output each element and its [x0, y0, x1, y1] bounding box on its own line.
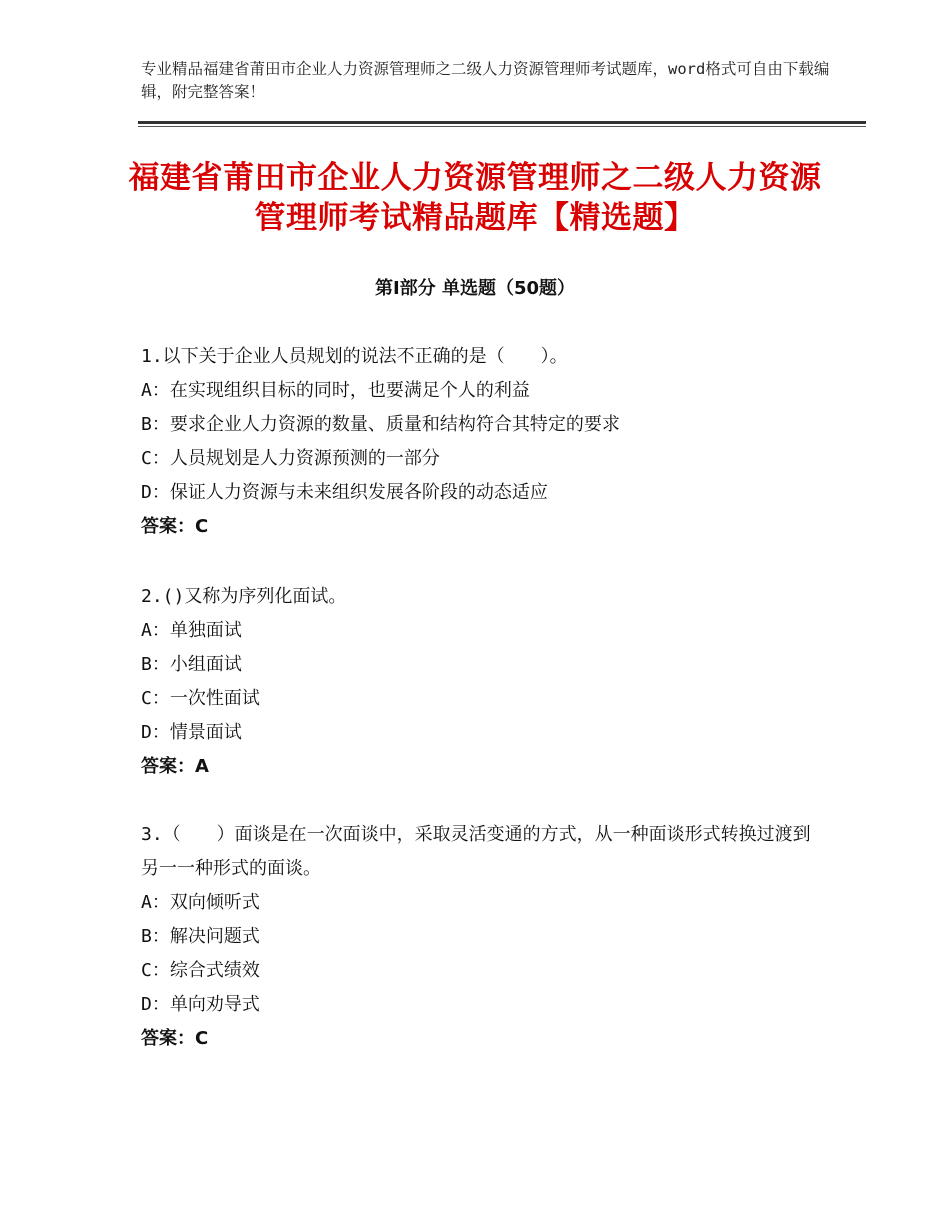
option-c: C：人员规划是人力资源预测的一部分	[141, 448, 440, 469]
header-divider-thick	[138, 121, 866, 124]
question-2	[141, 580, 821, 784]
option-d: D：单向劝导式	[141, 994, 260, 1015]
answer: 答案：C	[141, 516, 209, 537]
question-stem: 1.以下关于企业人员规划的说法不正确的是（ ）。	[141, 346, 568, 367]
question-stem: 2.()又称为序列化面试。	[141, 586, 347, 607]
option-c: C：综合式绩效	[141, 960, 260, 981]
answer: 答案：A	[141, 756, 209, 777]
header-divider-thin	[138, 126, 866, 127]
question-3	[141, 818, 821, 1056]
option-d: D：情景面试	[141, 722, 242, 743]
question-stem: 3.（ ）面谈是在一次面谈中，采取灵活变通的方式，从一种面谈形式转换过渡到另一一种形式的面谈。	[141, 824, 811, 879]
option-a: A：单独面试	[141, 620, 242, 641]
question-1	[141, 340, 821, 544]
header-note: 专业精品福建省莆田市企业人力资源管理师之二级人力资源管理师考试题库，word格式可自由下载编辑，附完整答案！	[141, 60, 830, 101]
option-b: B：解决问题式	[141, 926, 260, 947]
answer: 答案：C	[141, 1028, 209, 1049]
option-c: C：一次性面试	[141, 688, 260, 709]
option-a: A：双向倾听式	[141, 892, 260, 913]
option-b: B：要求企业人力资源的数量、质量和结构符合其特定的要求	[141, 414, 620, 435]
option-a: A：在实现组织目标的同时，也要满足个人的利益	[141, 380, 530, 401]
section-heading: 第Ⅰ部分 单选题（50题）	[374, 278, 575, 299]
option-b: B：小组面试	[141, 654, 242, 675]
option-d: D：保证人力资源与未来组织发展各阶段的动态适应	[141, 482, 548, 503]
document-title: 福建省莆田市企业人力资源管理师之二级人力资源管理师考试精品题库【精选题】	[128, 160, 822, 236]
